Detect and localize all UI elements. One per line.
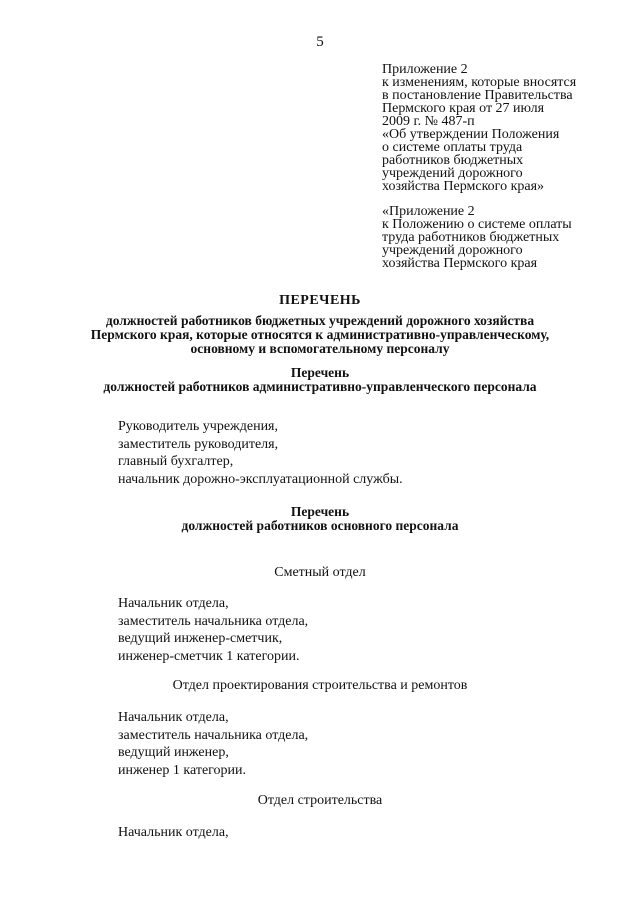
list-item: Начальник отдела,: [118, 596, 229, 611]
main-title: ПЕРЕЧЕНЬ: [279, 293, 361, 308]
list-item: Руководитель учреждения,: [118, 419, 278, 434]
appendix-line: хозяйства Пермского края»: [382, 179, 545, 194]
subtitle-line: Пермского края, которые относятся к административно-управленческому,: [90, 327, 550, 342]
appendix-line: Пермского края от 27 июля: [382, 101, 545, 116]
appendix-line: к изменениям, которые вносятся: [382, 75, 577, 90]
department-title-design: Отдел проектирования строительства и ремонтов: [172, 678, 468, 693]
admin-section-heading: [0, 366, 640, 394]
appendix-line: учреждений дорожного: [382, 166, 523, 181]
department-title-estimates: Сметный отдел: [274, 565, 366, 580]
list-item: ведущий инженер-сметчик,: [118, 631, 283, 646]
appendix-line: о системе оплаты труда: [382, 140, 523, 155]
list-item: заместитель начальника отдела,: [118, 727, 309, 743]
list-item: Начальник отдела,: [118, 825, 229, 840]
heading-line: Перечень: [290, 504, 350, 519]
appendix-line: хозяйства Пермского края: [382, 256, 538, 271]
list-item: заместитель начальника отдела,: [118, 613, 309, 629]
main-section-heading: [0, 505, 640, 533]
list-item: инженер-сметчик 1 категории.: [118, 648, 300, 664]
main-subtitle: [0, 314, 640, 356]
appendix-block-2: [382, 205, 622, 270]
heading-line: должностей работников административно-управленческого персонала: [103, 379, 537, 394]
appendix-line: «Об утверждении Положения: [382, 127, 560, 142]
list-item: Начальник отдела,: [118, 710, 229, 725]
department-construction-list: [118, 824, 229, 842]
list-item: заместитель руководителя,: [118, 436, 279, 452]
appendix-line: учреждений дорожного: [382, 243, 523, 258]
appendix-line: работников бюджетных: [382, 153, 524, 168]
list-item: ведущий инженер,: [118, 745, 229, 760]
list-item: главный бухгалтер,: [118, 454, 234, 469]
appendix-line: 2009 г. № 487-п: [382, 114, 475, 129]
subtitle-line: должностей работников бюджетных учреждений дорожного хозяйства: [105, 313, 535, 328]
department-estimates-list: [118, 595, 308, 665]
heading-line: должностей работников основного персонала: [181, 518, 459, 533]
appendix-line: «Приложение 2: [382, 204, 475, 219]
page-number: 5: [316, 34, 324, 50]
appendix-block-1: [382, 63, 622, 193]
department-title-construction: Отдел строительства: [257, 793, 383, 808]
admin-positions-list: [118, 418, 403, 488]
heading-line: Перечень: [290, 365, 350, 380]
department-design-list: [118, 709, 308, 779]
list-item: инженер 1 категории.: [118, 762, 247, 778]
appendix-line: Приложение 2: [382, 62, 468, 77]
list-item: начальник дорожно-эксплуатационной службы.: [118, 471, 403, 487]
appendix-line: в постановление Правительства: [382, 88, 573, 103]
subtitle-line: основному и вспомогательному персоналу: [190, 341, 450, 356]
appendix-line: к Положению о системе оплаты: [382, 217, 572, 232]
appendix-line: труда работников бюджетных: [382, 230, 560, 245]
